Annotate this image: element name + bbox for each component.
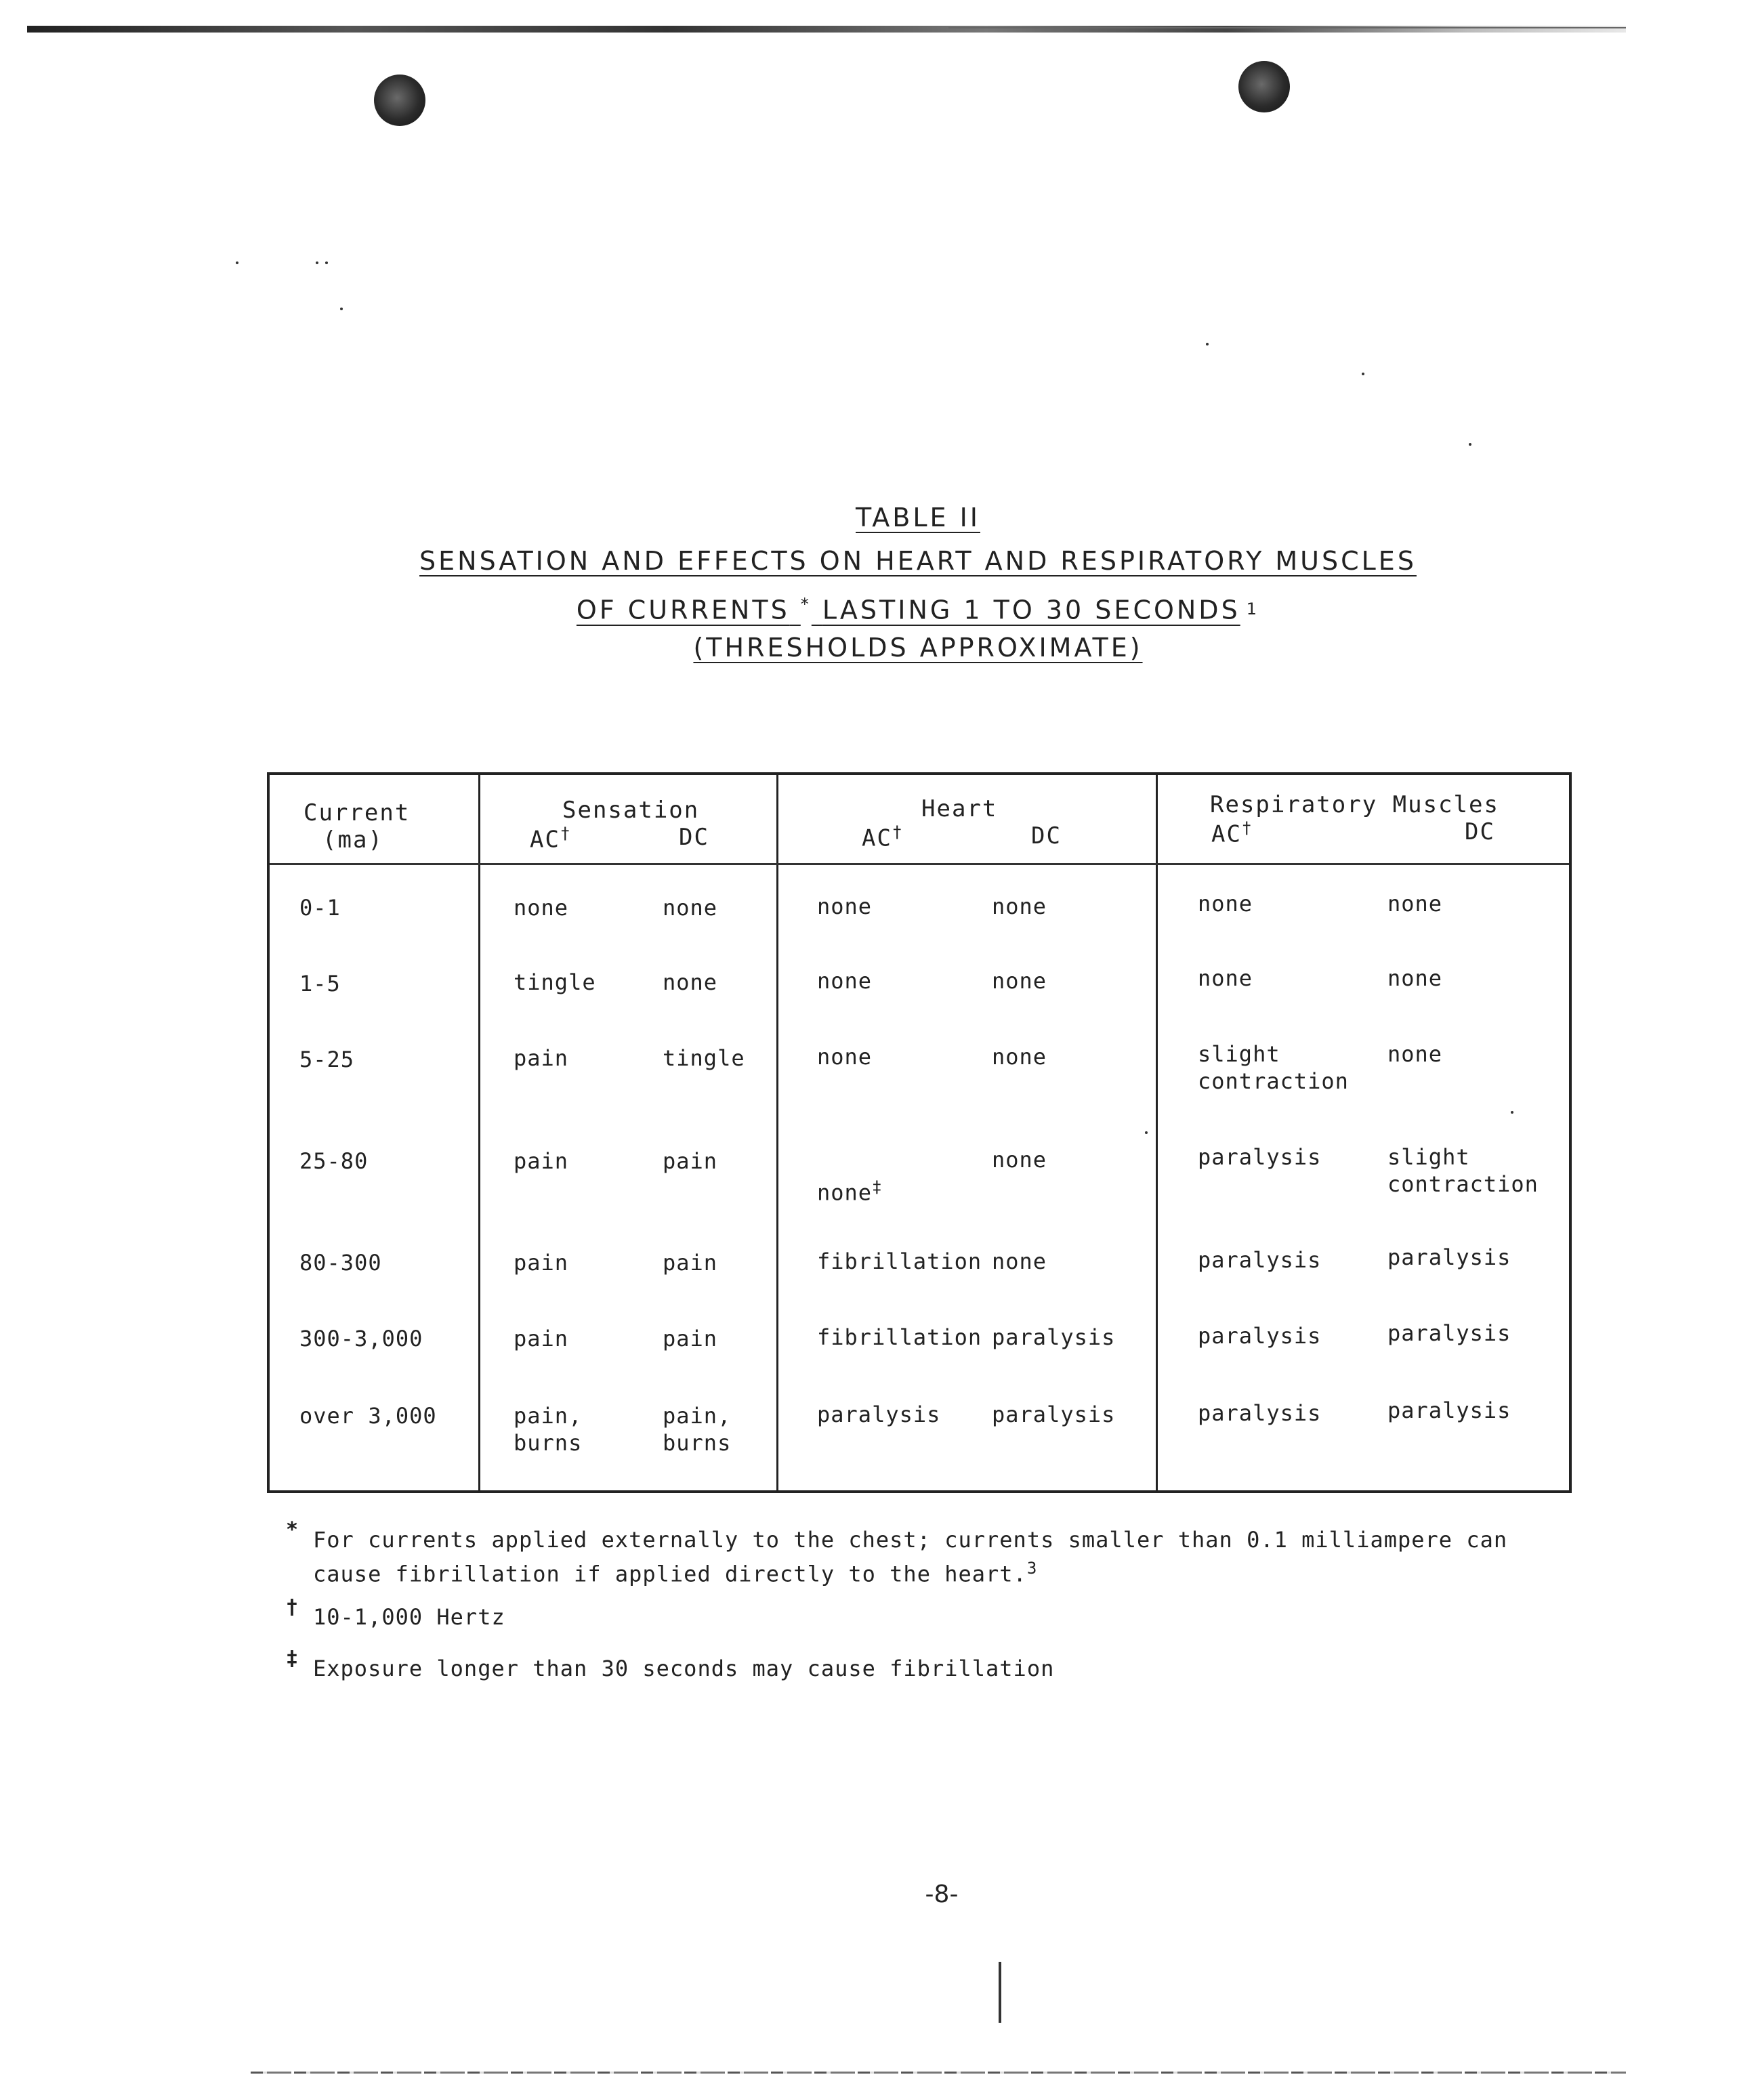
cell-sensation-dc: pain	[663, 1250, 718, 1276]
cell-respiratory-ac: paralysis	[1198, 1247, 1322, 1273]
header-sensation-dc: DC	[679, 824, 709, 851]
footnote-mark: †	[286, 1595, 299, 1619]
header-current-unit: (ma)	[322, 826, 383, 854]
cell-sensation-dc: pain	[663, 1148, 718, 1174]
cell-sensation-dc: none	[663, 895, 718, 921]
cell-heart-dc: none	[992, 1147, 1047, 1173]
scan-bottom-edge	[251, 2072, 1626, 2074]
cell-respiratory-ac: paralysis	[1198, 1400, 1322, 1426]
cell-heart-ac	[817, 1146, 883, 1206]
header-ac-label: AC	[530, 826, 560, 854]
table-title-line-2	[577, 583, 1240, 632]
cell-respiratory-dc: none	[1387, 891, 1443, 917]
cell-sensation-dc: pain, burns	[663, 1403, 732, 1456]
cell-current: over 3,000	[299, 1403, 437, 1429]
header-respiratory-ac	[1211, 818, 1253, 847]
page-number: -8-	[925, 1881, 959, 1908]
cell-respiratory-ac: none	[1198, 965, 1253, 991]
cell-respiratory-ac: paralysis	[1198, 1144, 1322, 1170]
title-reference-number: 1	[1246, 600, 1260, 619]
cell-heart-ac-value: none	[817, 1179, 873, 1206]
header-heart: Heart	[921, 795, 998, 822]
title-line-2-part-2: LASTING 1 TO 30 SECONDS	[822, 595, 1240, 625]
double-dagger-mark: ‡	[872, 1177, 883, 1196]
effects-table	[267, 772, 1572, 1493]
cell-respiratory-ac: none	[1198, 891, 1253, 917]
footnote-text: For currents applied externally to the chest; currents smaller than 0.1 milliampere can cause fibrillation if applied directly to the heart.	[313, 1527, 1508, 1587]
column-divider	[1156, 775, 1158, 1490]
cell-respiratory-dc: none	[1387, 1041, 1443, 1067]
header-respiratory-dc: DC	[1465, 818, 1495, 845]
dagger-mark: †	[560, 824, 572, 843]
scan-speck	[325, 261, 328, 264]
cell-current: 300-3,000	[299, 1326, 423, 1351]
punch-hole-right	[1238, 61, 1290, 112]
cell-sensation-dc: pain	[663, 1326, 718, 1351]
header-sensation: Sensation	[562, 797, 700, 824]
cell-heart-dc: paralysis	[992, 1402, 1116, 1427]
cell-current: 25-80	[299, 1148, 369, 1174]
cell-heart-ac: fibrillation	[817, 1248, 982, 1274]
cell-respiratory-dc: slight contraction	[1387, 1144, 1539, 1197]
cell-sensation-dc: tingle	[663, 1045, 745, 1071]
table-title-line-1: SENSATION AND EFFECTS ON HEART AND RESPIRATORY MUSCLES	[419, 546, 1417, 576]
cell-current: 80-300	[299, 1250, 382, 1276]
cell-heart-dc: none	[992, 894, 1047, 919]
cell-sensation-ac: pain	[514, 1148, 569, 1174]
cell-sensation-ac: pain	[514, 1326, 569, 1351]
cell-current: 1-5	[299, 971, 341, 996]
table-label: TABLE II	[856, 503, 980, 532]
cell-respiratory-ac: paralysis	[1198, 1323, 1322, 1349]
scan-speck	[316, 261, 318, 264]
dagger-mark: †	[892, 822, 904, 841]
cell-respiratory-dc: none	[1387, 965, 1443, 991]
column-divider	[776, 775, 778, 1490]
title-asterisk-mark: *	[800, 595, 812, 614]
cell-sensation-ac: pain	[514, 1250, 569, 1276]
cell-heart-ac: none	[817, 1044, 873, 1070]
column-divider	[478, 775, 480, 1490]
footnote-dagger	[286, 1595, 1511, 1631]
scan-speck	[1206, 343, 1209, 345]
header-ac-label: AC	[862, 824, 892, 852]
header-divider	[270, 863, 1569, 865]
footnote-reference: 3	[1026, 1559, 1038, 1578]
cell-current: 5-25	[299, 1047, 355, 1072]
cell-heart-dc: paralysis	[992, 1324, 1116, 1350]
footnote-text: 10-1,000 Hertz	[313, 1604, 505, 1630]
cell-sensation-ac: pain	[514, 1045, 569, 1071]
footnote-text-wrap	[291, 1526, 1511, 1589]
cell-sensation-ac: pain, burns	[514, 1403, 583, 1456]
cell-heart-dc: none	[992, 1044, 1047, 1070]
header-respiratory-muscles: Respiratory Muscles	[1210, 791, 1499, 818]
title-line-2-part-1: OF CURRENTS	[576, 595, 790, 625]
cell-sensation-ac: none	[514, 895, 569, 921]
scan-speck	[1362, 373, 1364, 375]
cell-current: 0-1	[299, 895, 341, 921]
cell-sensation-ac: tingle	[514, 969, 596, 995]
dagger-mark: †	[1241, 818, 1253, 837]
cell-respiratory-dc: paralysis	[1387, 1320, 1511, 1346]
cell-respiratory-dc: paralysis	[1387, 1398, 1511, 1423]
punch-hole-left	[374, 75, 425, 126]
header-sensation-ac	[530, 824, 571, 853]
scan-speck	[1469, 443, 1471, 446]
cell-heart-dc: none	[992, 968, 1047, 994]
footnote-mark: ‡	[286, 1647, 299, 1671]
cell-respiratory-ac: slight contraction	[1198, 1041, 1349, 1094]
cell-heart-ac: none	[817, 894, 873, 919]
scan-speck	[340, 308, 343, 310]
footnote-double-dagger	[286, 1647, 1511, 1683]
footnote-text: Exposure longer than 30 seconds may cause fibrillation	[313, 1656, 1055, 1681]
table-title-block	[285, 496, 1551, 669]
table-title-line-3: (THRESHOLDS APPROXIMATE)	[693, 633, 1143, 663]
header-heart-dc: DC	[1031, 822, 1062, 849]
scan-stray-mark	[999, 1962, 1001, 2023]
cell-heart-ac: paralysis	[817, 1402, 941, 1427]
cell-respiratory-dc: paralysis	[1387, 1244, 1511, 1270]
footnote-asterisk	[286, 1518, 1511, 1589]
cell-sensation-dc: none	[663, 969, 718, 995]
scan-edge-line	[948, 27, 1626, 28]
scan-speck	[236, 261, 238, 264]
footnote-mark: *	[286, 1518, 299, 1542]
header-current: Current	[304, 799, 411, 826]
cell-heart-dc: none	[992, 1248, 1047, 1274]
cell-heart-ac: fibrillation	[817, 1324, 982, 1350]
header-ac-label: AC	[1211, 820, 1242, 848]
header-heart-ac	[862, 822, 903, 852]
cell-heart-ac: none	[817, 968, 873, 994]
